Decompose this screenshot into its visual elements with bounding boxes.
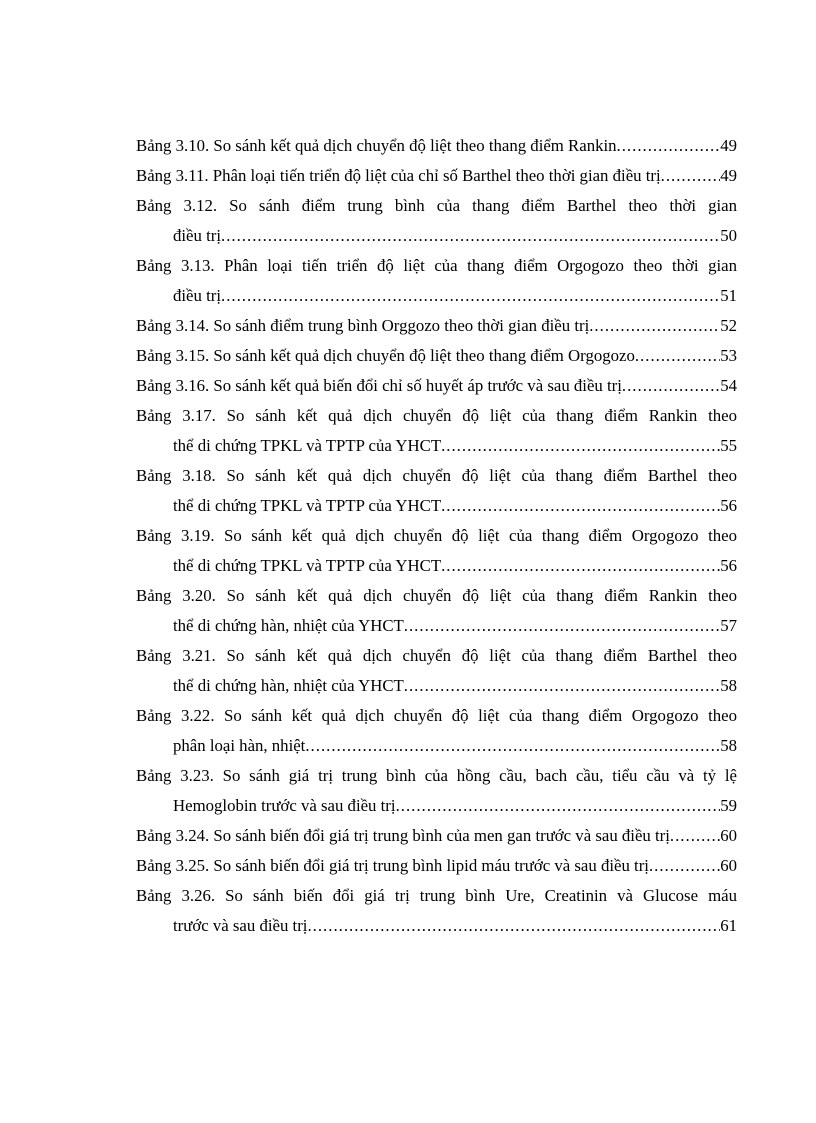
toc-entry-continuation-line xyxy=(136,911,737,941)
toc-entry-line xyxy=(136,161,737,191)
toc-entry-text: Phân loại tiến triển độ liệt của chỉ số Barthel theo thời gian điều trị xyxy=(212,166,661,185)
toc-entry-title xyxy=(136,701,737,731)
toc-entry-page: 56 xyxy=(720,556,737,575)
leader-dots xyxy=(221,281,720,311)
toc-entry-page: 61 xyxy=(720,916,737,935)
toc-entry-label: Bảng 3.21. xyxy=(136,646,216,665)
toc-entry-text: So sánh biến đổi giá trị trung bình lipid máu trước và sau điều trị xyxy=(213,856,649,875)
toc-entry-title xyxy=(136,371,622,401)
toc-entry-line xyxy=(136,131,737,161)
toc-entry-text: So sánh kết quả biến đổi chỉ số huyết áp trước và sau điều trị xyxy=(213,376,622,395)
toc-entry xyxy=(136,461,737,521)
leader-dots xyxy=(396,791,721,821)
leader-dots xyxy=(589,311,720,341)
toc-entry-continuation: thể di chứng hàn, nhiệt của YHCT xyxy=(173,616,404,635)
toc-entry xyxy=(136,821,737,851)
toc-entry xyxy=(136,761,737,821)
toc-entry-line xyxy=(136,701,737,731)
leader-dots xyxy=(622,371,720,401)
toc-entry xyxy=(136,401,737,461)
leader-dots xyxy=(404,611,720,641)
toc-entry-page: 58 xyxy=(720,676,737,695)
toc-entry-label: Bảng 3.17. xyxy=(136,406,216,425)
toc-entry-page: 50 xyxy=(720,226,737,245)
toc-entry-continuation-line xyxy=(136,431,737,461)
toc-entry-title xyxy=(136,821,670,851)
toc-entry-continuation: Hemoglobin trước và sau điều trị xyxy=(173,796,396,815)
toc-entry xyxy=(136,701,737,761)
toc-entry-title xyxy=(136,191,737,221)
toc-entry-title xyxy=(136,251,737,281)
toc-entry-title xyxy=(136,761,737,791)
toc-entry-title xyxy=(136,131,617,161)
toc-entry-line xyxy=(136,821,737,851)
toc-entry-continuation: điều trị xyxy=(173,226,222,245)
toc-entry-line xyxy=(136,851,737,881)
toc-entry-line xyxy=(136,311,737,341)
toc-entry-line xyxy=(136,341,737,371)
toc-entry-line xyxy=(136,401,737,431)
toc-entry-continuation-line xyxy=(136,611,737,641)
toc-entry-page: 59 xyxy=(720,796,737,815)
leader-dots xyxy=(441,551,720,581)
toc-entry-text: So sánh kết quả dịch chuyển độ liệt của thang điểm Barthel theo xyxy=(226,466,737,485)
toc-entry-page: 57 xyxy=(720,616,737,635)
toc-entry xyxy=(136,581,737,641)
toc-entry-page: 54 xyxy=(720,376,737,395)
leader-dots xyxy=(649,851,720,881)
leader-dots xyxy=(305,731,720,761)
toc-entry xyxy=(136,521,737,581)
toc-entry xyxy=(136,851,737,881)
toc-entry xyxy=(136,191,737,251)
toc-entry-text: So sánh điểm trung bình Orggozo theo thời gian điều trị xyxy=(213,316,590,335)
toc-entry-continuation: phân loại hàn, nhiệt xyxy=(173,736,306,755)
leader-dots xyxy=(441,491,720,521)
toc-entry-text: So sánh kết quả dịch chuyển độ liệt của thang điểm Rankin theo xyxy=(226,586,737,605)
toc-entry-continuation-line xyxy=(136,491,737,521)
toc-entry-continuation-line xyxy=(136,551,737,581)
toc-entry-page: 52 xyxy=(720,316,737,335)
toc-entry xyxy=(136,371,737,401)
toc-entry-text: So sánh kết quả dịch chuyển độ liệt của thang điểm Orgogozo theo xyxy=(224,706,737,725)
toc-entry xyxy=(136,131,737,161)
toc-entry xyxy=(136,161,737,191)
toc-entry-continuation-line xyxy=(136,791,737,821)
toc-entry-label: Bảng 3.22. xyxy=(136,706,215,725)
toc-entry-label: Bảng 3.23. xyxy=(136,766,214,785)
toc-entry xyxy=(136,881,737,941)
toc-entry-continuation-line xyxy=(136,671,737,701)
toc-entry-label: Bảng 3.26. xyxy=(136,886,216,905)
toc-entry-title xyxy=(136,521,737,551)
toc-entry-page: 56 xyxy=(720,496,737,515)
toc-entry-label: Bảng 3.18. xyxy=(136,466,216,485)
toc-entry-page: 49 xyxy=(720,136,737,155)
toc-entry-line xyxy=(136,191,737,221)
toc-entry-title xyxy=(136,401,737,431)
toc-entry-text: So sánh điểm trung bình của thang điểm Barthel theo thời gian xyxy=(229,196,737,215)
toc-entry-text: So sánh biến đổi giá trị trung bình Ure, Creatinin và Glucose máu xyxy=(225,886,737,905)
toc-entry-continuation-line xyxy=(136,281,737,311)
toc-entry xyxy=(136,311,737,341)
toc-entry-text: So sánh kết quả dịch chuyển độ liệt theo thang điểm Orgogozo xyxy=(213,346,635,365)
leader-dots xyxy=(221,221,720,251)
toc-entry-line xyxy=(136,461,737,491)
toc-entry-title xyxy=(136,341,635,371)
toc-entry-title xyxy=(136,851,649,881)
toc-entry-line xyxy=(136,581,737,611)
toc-entry-page: 60 xyxy=(720,826,737,845)
toc-entry xyxy=(136,641,737,701)
toc-entry-line xyxy=(136,761,737,791)
leader-dots xyxy=(404,671,720,701)
toc-entry-label: Bảng 3.25. xyxy=(136,856,210,875)
toc-entry-label: Bảng 3.13. xyxy=(136,256,215,275)
toc-entry-text: So sánh kết quả dịch chuyển độ liệt của thang điểm Barthel theo xyxy=(226,646,737,665)
toc-entry-continuation: thể di chứng TPKL và TPTP của YHCT xyxy=(173,496,442,515)
toc-entry-line xyxy=(136,371,737,401)
toc-entry-line xyxy=(136,881,737,911)
toc-entry-label: Bảng 3.16. xyxy=(136,376,210,395)
toc-entry-text: So sánh giá trị trung bình của hồng cầu, bach cầu, tiểu cầu và tỷ lệ xyxy=(222,766,738,785)
toc-entry-title xyxy=(136,581,737,611)
leader-dots xyxy=(617,131,721,161)
toc-entry-label: Bảng 3.20. xyxy=(136,586,216,605)
toc-entry-text: So sánh biến đổi giá trị trung bình của men gan trước và sau điều trị xyxy=(213,826,670,845)
toc-entry-continuation: điều trị xyxy=(173,286,222,305)
leader-dots xyxy=(307,911,720,941)
toc-entry-label: Bảng 3.19. xyxy=(136,526,215,545)
toc-entry-label: Bảng 3.15. xyxy=(136,346,210,365)
toc-entry-page: 53 xyxy=(720,346,737,365)
table-of-tables xyxy=(136,131,737,941)
toc-entry-continuation-line xyxy=(136,731,737,761)
toc-entry-line xyxy=(136,521,737,551)
toc-entry-label: Bảng 3.11. xyxy=(136,166,209,185)
toc-entry-title xyxy=(136,311,589,341)
toc-entry-title xyxy=(136,461,737,491)
leader-dots xyxy=(635,341,720,371)
leader-dots xyxy=(441,431,720,461)
toc-entry-line xyxy=(136,641,737,671)
toc-entry-text: Phân loại tiến triển độ liệt của thang điểm Orgogozo theo thời gian xyxy=(224,256,737,275)
toc-entry-label: Bảng 3.14. xyxy=(136,316,210,335)
toc-entry-page: 60 xyxy=(720,856,737,875)
toc-entry-page: 51 xyxy=(720,286,737,305)
toc-entry-page: 49 xyxy=(720,166,737,185)
toc-entry-text: So sánh kết quả dịch chuyển độ liệt theo thang điểm Rankin xyxy=(213,136,617,155)
toc-entry-title xyxy=(136,641,737,671)
toc-entry-continuation-line xyxy=(136,221,737,251)
toc-entry-label: Bảng 3.10. xyxy=(136,136,210,155)
toc-entry-title xyxy=(136,881,737,911)
toc-entry-continuation: thể di chứng TPKL và TPTP của YHCT xyxy=(173,556,442,575)
toc-entry-text: So sánh kết quả dịch chuyển độ liệt của thang điểm Rankin theo xyxy=(226,406,737,425)
toc-entry-page: 55 xyxy=(720,436,737,455)
leader-dots xyxy=(670,821,720,851)
toc-entry xyxy=(136,341,737,371)
toc-entry-line xyxy=(136,251,737,281)
toc-entry-continuation: thể di chứng TPKL và TPTP của YHCT xyxy=(173,436,442,455)
toc-entry-label: Bảng 3.24. xyxy=(136,826,210,845)
toc-entry-title xyxy=(136,161,661,191)
toc-entry-continuation: trước và sau điều trị xyxy=(173,916,308,935)
toc-entry-text: So sánh kết quả dịch chuyển độ liệt của thang điểm Orgogozo theo xyxy=(224,526,737,545)
leader-dots xyxy=(661,161,721,191)
toc-entry-label: Bảng 3.12. xyxy=(136,196,218,215)
toc-entry xyxy=(136,251,737,311)
toc-entry-page: 58 xyxy=(720,736,737,755)
toc-entry-continuation: thể di chứng hàn, nhiệt của YHCT xyxy=(173,676,404,695)
